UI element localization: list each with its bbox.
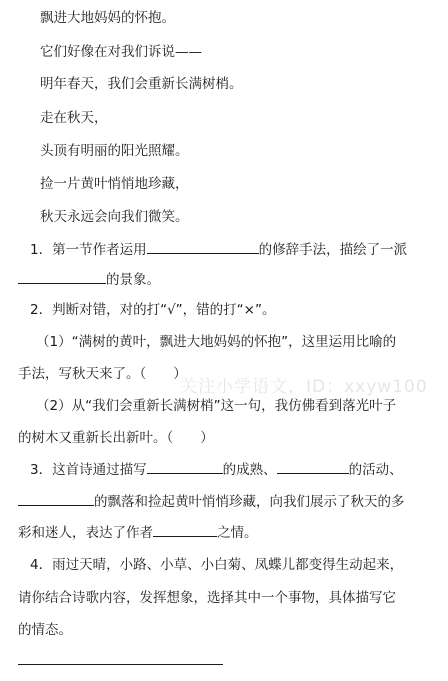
question-1-line-1 [30,238,407,258]
question-1-text-b: 的修辞手法，描绘了一派 [258,242,408,258]
answer-blank[interactable] [18,269,106,284]
answer-line[interactable] [18,664,223,665]
question-1-text-c: 的景象。 [106,272,160,288]
question-2-sub1-line1: （1）“满树的黄叶，飘进大地妈妈的怀抱”，这里运用比喻的 [36,334,397,350]
question-3-text-b: 的成熟、 [222,462,277,478]
question-2-sub2-line2: 的树木又重新长出新叶。（ ） [18,430,214,446]
question-3-text-a: 3．这首诗通过描写 [30,462,147,478]
question-4-line-3: 的情态。 [18,622,72,638]
question-1-line-2 [18,268,160,288]
question-2-sub2-line1: （2）从“我们会重新长满树梢”这一句，我仿佛看到落光叶子 [36,398,397,414]
question-3-line-3 [18,521,258,541]
question-1-text-a: 1．第一节作者运用 [30,242,147,258]
question-3-line-2 [18,490,405,510]
question-4-line-2: 请你结合诗歌内容，发挥想象，选择其中一个事物，具体描写它 [18,590,396,606]
answer-blank[interactable] [18,491,94,506]
question-3-text-e: 彩和迷人，表达了作者 [18,525,153,541]
poem-line-2: 它们好像在对我们诉说—— [40,44,202,60]
poem-line-3: 明年春天，我们会重新长满树梢。 [40,76,243,92]
question-3-text-c: 的活动、 [348,462,403,478]
poem-line-7: 秋天永远会向我们微笑。 [40,209,189,225]
poem-line-4: 走在秋天， [40,110,108,126]
answer-blank[interactable] [147,239,259,254]
question-3-text-d: 的飘落和捡起黄叶悄悄珍藏，向我们展示了秋天的多 [94,494,405,510]
poem-line-6: 捡一片黄叶悄悄地珍藏， [40,176,189,192]
answer-blank[interactable] [277,459,349,474]
question-3-line-1 [30,458,403,478]
question-2-title: 2．判断对错，对的打“√”，错的打“×”。 [30,302,276,318]
answer-blank[interactable] [147,459,223,474]
poem-line-1: 飘进大地妈妈的怀抱。 [40,10,175,26]
question-2-sub1-line2: 手法，写秋天来了。（ ） [18,366,187,382]
watermark: 关注小学语文，ID：xxyw100 [180,377,428,397]
answer-blank[interactable] [153,522,217,537]
question-3-text-f: 之情。 [217,525,258,541]
poem-line-5: 头顶有明丽的阳光照耀。 [40,143,189,159]
question-4-line-1: 4．雨过天晴，小路、小草、小白菊、凤蝶儿都变得生动起来， [30,557,404,573]
